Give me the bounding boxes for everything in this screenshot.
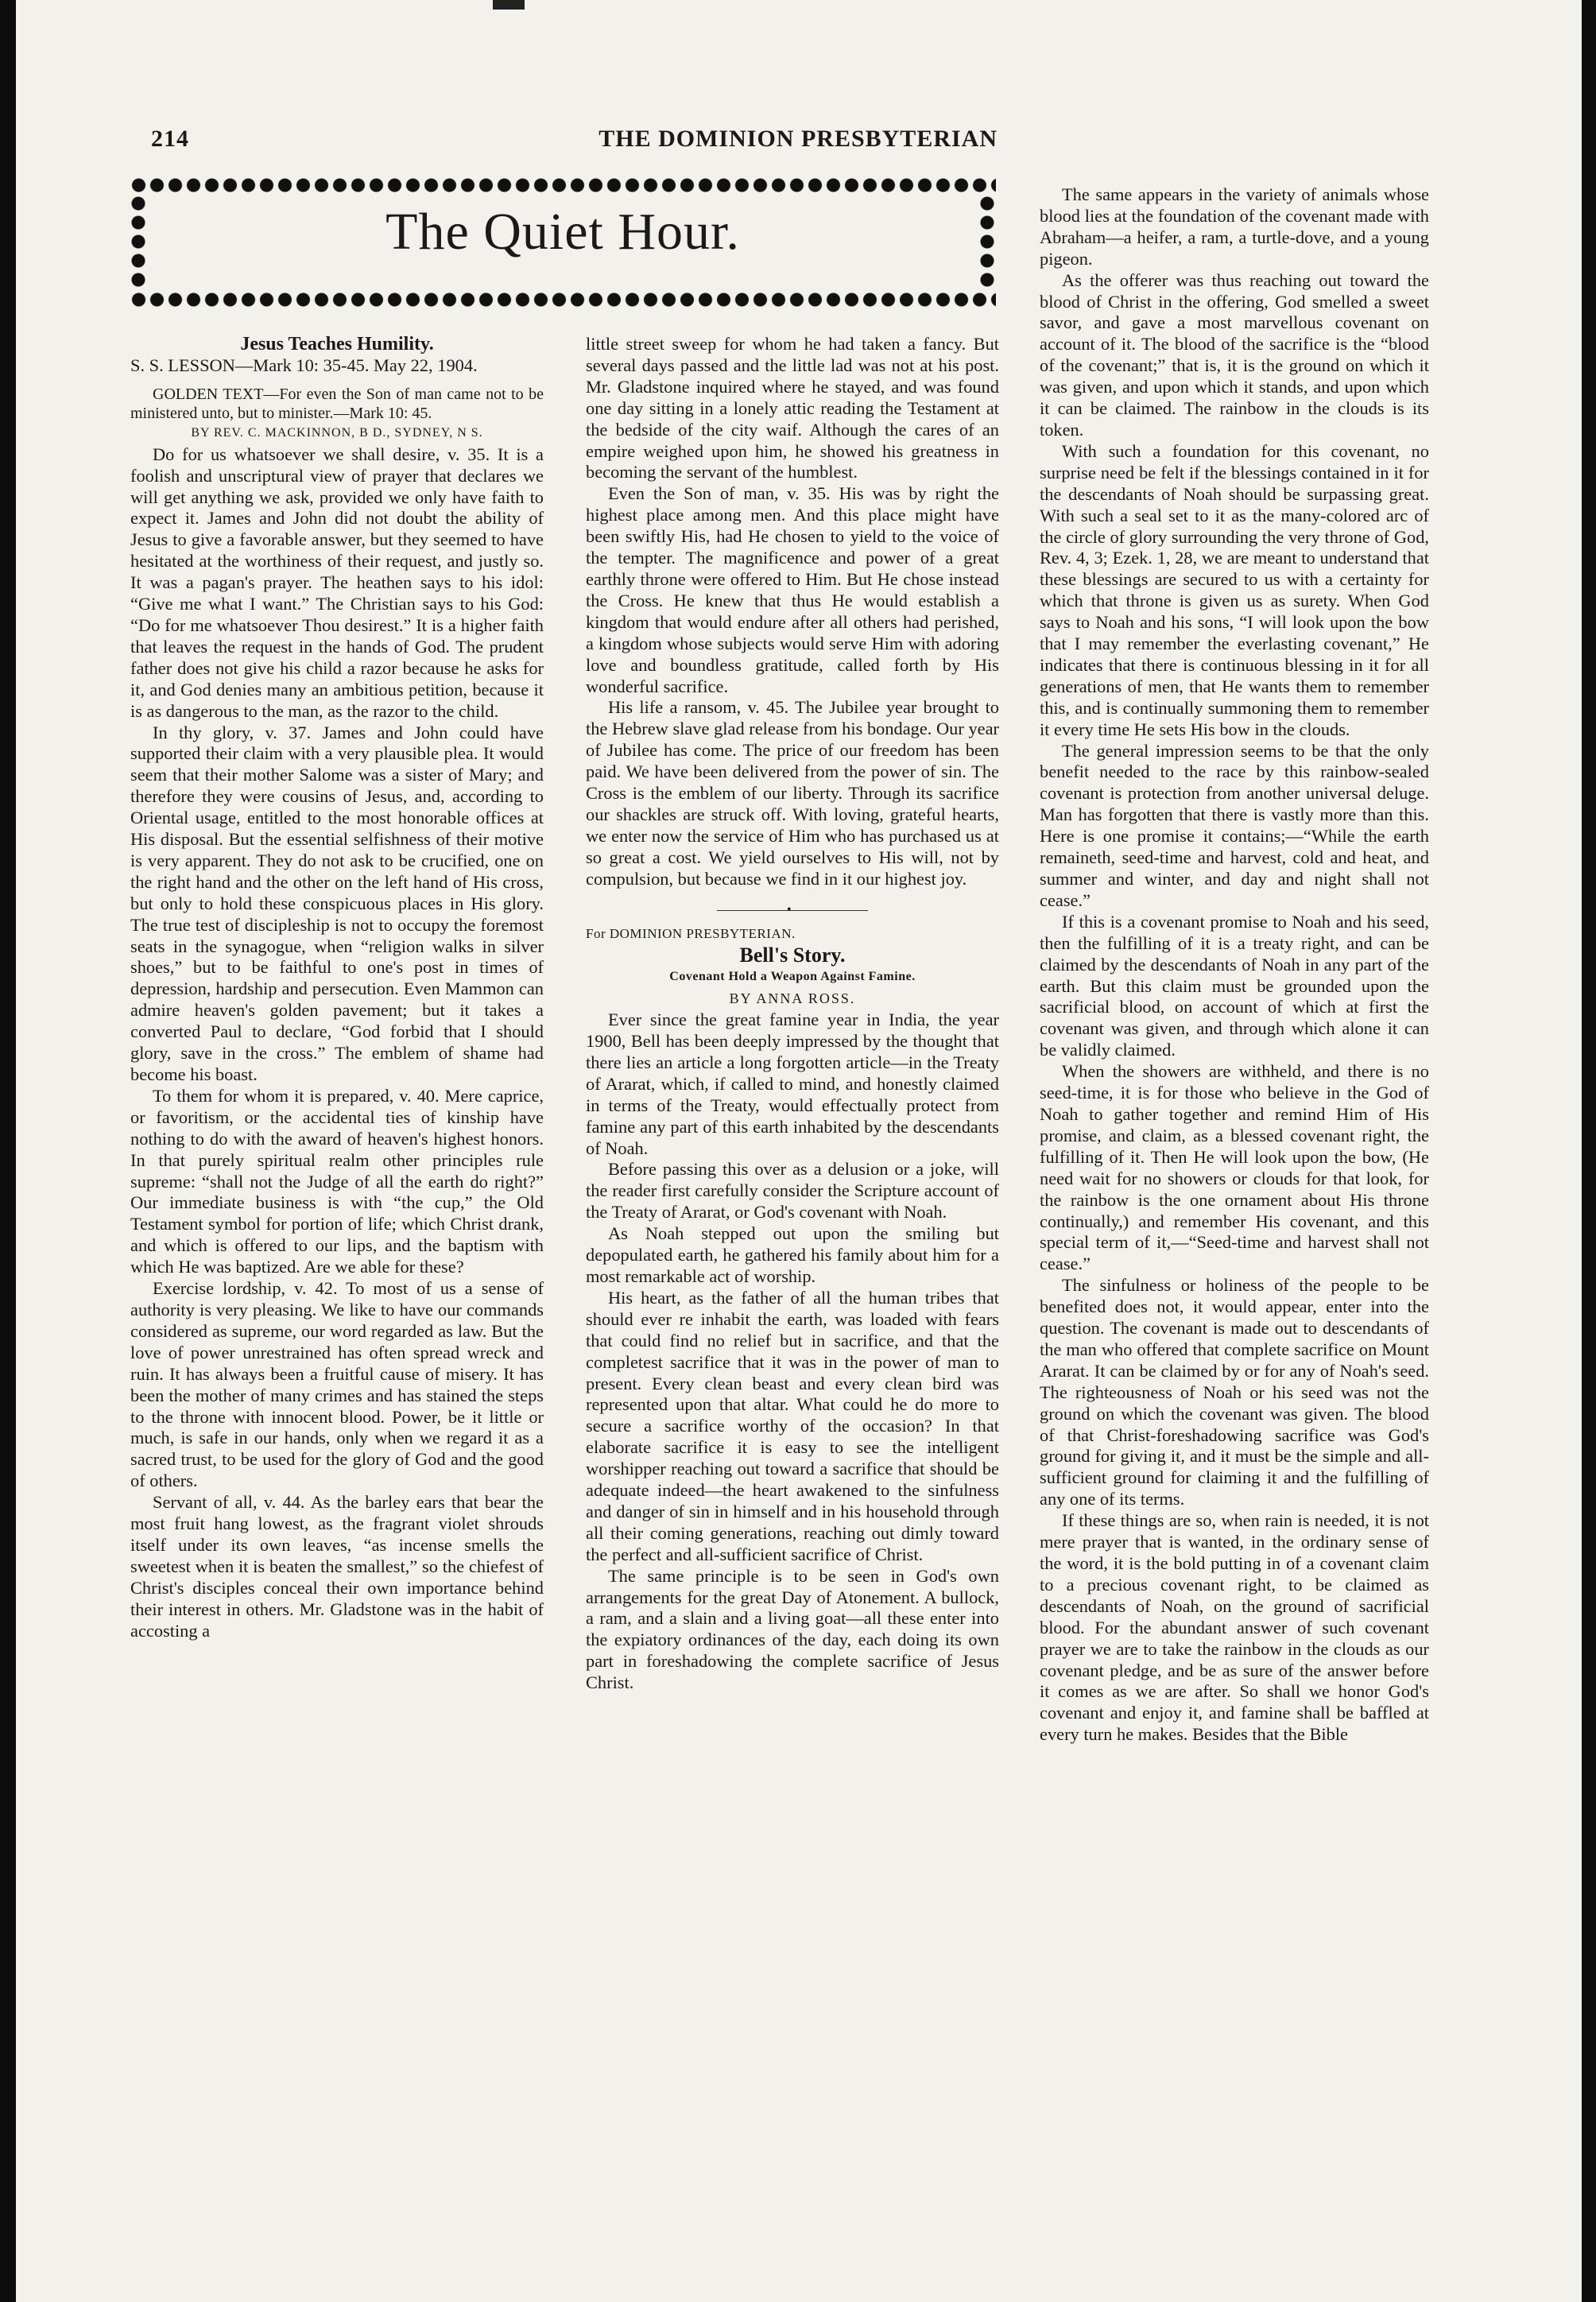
section-title: The Quiet Hour. xyxy=(385,203,740,261)
journal-title: THE DOMINION PRESBYTERIAN xyxy=(598,126,998,152)
paragraph: Exercise lordship, v. 42. To most of us a sense of authority is very pleasing. We like to have our commands considered as supreme, our word regarded as law. But the love of power unrestrained has often spread wreck and ruin. It has always been a fruitful cause of misery. It has been the mother of many crimes and has stained the steps to the throne with innocent blood. Power, be it little or much, is safe in our hands, only when we regard it as a sacred trust, to be used for the glory of God and the good of others. xyxy=(130,1278,544,1491)
article-divider xyxy=(586,895,999,917)
paragraph: In thy glory, v. 37. James and John could have supported their claim with a very plausible plea. It would seem that their mother Salome was a sister of Mary; and therefore they were cousins of Jesus, and, according to Oriental usage, entitled to the most honorable offices at His disposal. But the essential selfishness of their motive is very apparent. They do not ask to be crucified, one on the right hand and the other on the left hand of His cross, but only to hold these conspicuous places in His glory. The true test of discipleship is not to occupy the foremost seats in the synagogue, when “religion walks in silver shoes,” but to be faithful to one's post in times of depression, hardship and persecution. Even Mammon can admire heaven's golden pavement; but it takes a converted Paul to declare, “God forbid that I should glory, save in the cross.” The emblem of shame had become his boast. xyxy=(130,722,544,1084)
running-head xyxy=(151,126,998,162)
dotted-border-bottom xyxy=(130,291,996,308)
scan-border-right xyxy=(1582,0,1596,2302)
paragraph: If this is a covenant promise to Noah and his seed, then the fulfilling of it is a treaty right, and can be claimed by the descendants of Noah in any part of the earth. But this claim must be grounded upon the sacrificial blood, on account of which at first the covenant was given, and through which alone it can be validly claimed. xyxy=(1040,911,1429,1060)
paragraph: Ever since the great famine year in India, the year 1900, Bell has been deeply impressed by the thought that there lies an article a long forgotten article—in the Treaty of Ararat, which, if called to mind, and honestly claimed in terms of the Treaty, would effectually protect from famine any part of this earth inhabited by the descendants of Noah. xyxy=(586,1010,999,1158)
paragraph: As the offerer was thus reaching out toward the blood of Christ in the offering, God smelled a sweet savor, and gave a most marvellous covenant on account of it. The blood of the sacrifice is the “blood of the covenant;” that is, it is the ground on which it was given, and upon which it stands, and upon which it can be claimed. The rainbow in the clouds is its token. xyxy=(1040,269,1429,440)
paragraph: Even the Son of man, v. 35. His was by right the highest place among men. And this place might have been swiftly His, had He chosen to yield to the voice of the tempter. The magnificence and power of a great earthly throne were offered to Him. But He chose instead the Cross. He knew that thus He would establish a kingdom that would endure after all others had perished, a kingdom whose subjects would serve Him with adoring love and boundless gratitude, called forth by His wonderful sacrifice. xyxy=(586,483,999,696)
column-2 xyxy=(586,334,999,1694)
paragraph: His heart, as the father of all the human tribes that should ever re inhabit the earth, was loaded with fears that could find no relief but in sacrifice, and that the completest sacrifice that it was in the power of man to present. Every clean beast and every clean bird was represented upon that altar. What could he do more to secure a sacrifice worthy of the occasion? In that elaborate sacrifice it is easy to see the intelligent worshipper reaching out toward a sacrifice that should be adequate indeed—the heart awakened to the sinfulness and danger of sin in himself and in his household through all their coming generations, reaching out dimly toward the perfect and all-sufficient sacrifice of Christ. xyxy=(586,1287,999,1564)
paragraph: The same principle is to be seen in God's own arrangements for the great Day of Atonement. A bullock, a ram, and a slain and a living goat—all these enter into the expiatory ordinances of the day, each doing its own part in foreshadowing the complete sacrifice of Jesus Christ. xyxy=(586,1565,999,1693)
scan-border-left xyxy=(0,0,16,2302)
dotted-border-top xyxy=(130,176,996,194)
lesson-reference: S. S. LESSON—Mark 10: 35-45. May 22, 1904. xyxy=(130,355,478,375)
paragraph: His life a ransom, v. 45. The Jubilee year brought to the Hebrew slave glad release from his bondage. Our year of Jubilee has come. The price of our freedom has been paid. We have been delivered from the power of sin. The Cross is the emblem of our liberty. Through its sacrifice our shackles are struck off. With loving, grateful hearts, we enter now the service of Him who has purchased us at so great a cost. We yield ourselves to His will, not by compulsion, but because we find in it our highest joy. xyxy=(586,697,999,889)
paragraph: As Noah stepped out upon the smiling but depopulated earth, he gathered his family about him for a most remarkable act of worship. xyxy=(586,1223,999,1286)
column-1 xyxy=(130,334,544,1641)
story-byline: BY ANNA ROSS. xyxy=(729,990,856,1007)
paragraph: Before passing this over as a delusion or a joke, will the reader first carefully consider the Scripture account of the Treaty of Ararat, or God's covenant with Noah. xyxy=(586,1159,999,1223)
section-masthead xyxy=(130,176,996,308)
story-credit: For DOMINION PRESBYTERIAN. xyxy=(586,926,796,942)
story-title: Bell's Story. xyxy=(739,944,846,967)
scan-mark xyxy=(493,0,525,10)
article-byline: BY REV. C. MACKINNON, B D., SYDNEY, N S. xyxy=(191,425,483,440)
paragraph: If these things are so, when rain is needed, it is not mere prayer that is wanted, in the ordinary sense of the word, it is the bold putting in of a covenant claim to a precious covenant right, to be claimed as descendants of Noah, on the ground of sacrificial blood. For the abundant answer of such covenant prayer we are to take the rainbow in the clouds as our covenant pledge, and be as sure of the answer before it comes as we are after. So shall we honor God's covenant and enjoy it, and famine shall be baffled at every turn he makes. Besides that the Bible xyxy=(1040,1510,1429,1745)
column-3 xyxy=(1040,184,1429,1746)
page-number: 214 xyxy=(151,126,189,152)
paragraph: To them for whom it is prepared, v. 40. Mere caprice, or favoritism, or the accidental ties of kinship have nothing to do with the award of heaven's highest honors. In that purely spiritual realm other principles rule supreme: “shall not the Judge of all the earth do right?” Our immediate business is with “the cup,” the Old Testament symbol for portion of life; which Christ drank, and which is offered to our lips, and the baptism with which He was baptized. Are we able for these? xyxy=(130,1085,544,1277)
paragraph: The same appears in the variety of animals whose blood lies at the foundation of the covenant made with Abraham—a heifer, a ram, a turtle-dove, and a young pigeon. xyxy=(1040,184,1429,269)
story-subtitle: Covenant Hold a Weapon Against Famine. xyxy=(669,970,916,984)
article-title: Jesus Teaches Humility. xyxy=(240,334,434,355)
paragraph: The sinfulness or holiness of the people to be benefited does not, it would appear, enter into the question. The covenant is made out to descendants of the man who offered that complete sacrifice on Mount Ararat. It can be claimed by or for any of Noah's seed. The righteousness of Noah or his seed was not the ground on which the covenant was given. The blood of that Christ-foreshadowing sacrifice was God's ground for giving it, and it must be the simple and all-sufficient ground for claiming it and the fulfilling of any one of its terms. xyxy=(1040,1275,1429,1509)
golden-text: GOLDEN TEXT—For even the Son of man came not to be ministered unto, but to minister.—Mark 10: 45. xyxy=(130,385,544,422)
paragraph: Servant of all, v. 44. As the barley ears that bear the most fruit hang lowest, as the fragrant violet shrouds itself under its own leaves, “as incense smells the sweetest when it is beaten the smallest,” so the chiefest of Christ's disciples conceal their own importance behind their interest in others. Mr. Gladstone was in the habit of accosting a xyxy=(130,1492,544,1641)
paragraph: When the showers are withheld, and there is no seed-time, it is for those who believe in the God of Noah to gather together and remind Him of His promise, and claim, as a blessed covenant right, the fulfilling of it. Then He will look upon the bow, (He need wait for no showers or clouds for that look, for the rainbow is the one ornament about His throne continually,) and remember His covenant, and this special term of it,—“Seed-time and harvest shall not cease.” xyxy=(1040,1061,1429,1274)
paragraph: little street sweep for whom he had taken a fancy. But several days passed and the little lad was not at his post. Mr. Gladstone inquired where he stayed, and was found one day sitting in a lonely attic reading the Testament at the bedside of the city waif. Although the cares of an empire weighed upon him, he showed his greatness in becoming the servant of the humblest. xyxy=(586,334,999,482)
paragraph: The general impression seems to be that the only benefit needed to the race by this rainbow-sealed covenant is protection from another universal deluge. Man has forgotten that there is vastly more than this. Here is one promise it contains;—“While the earth remaineth, seed-time and harvest, cold and heat, and summer and winter, and day and night shall not cease.” xyxy=(1040,740,1429,910)
paragraph: Do for us whatsoever we shall desire, v. 35. It is a foolish and unscriptural view of prayer that declares we will get anything we ask, provided we only have faith to expect it. James and John did not doubt the ability of Jesus to give a favorable answer, but they seemed to have hesitated at the worthiness of their request, and justly so. It was a pagan's prayer. The heathen says to his idol: “Give me what I want.” The Christian says to his God: “Do for me whatsoever Thou desirest.” It is a higher faith that leaves the request in the hands of God. The prudent father does not give his child a razor because he asks for it, and God denies many an ambitious petition, because it is as dangerous to the man, as the razor to the child. xyxy=(130,444,544,721)
paragraph: With such a foundation for this covenant, no surprise need be felt if the blessings contained in it for the descendants of Noah should be surpassing great. With such a seal set to it as the many-colored arc of the circle of glory surrounding the very throne of God, Rev. 4, 3; Ezek. 1, 28, we are meant to understand that these blessings are secured to us with a certainty for which that throne is given us as surety. When God says to Noah and his sons, “I will look upon the bow that I may remember the everlasting covenant,” He indicates that there is continuous blessing in it for all generations of men, that He wants them to remember this, and is continually summoning them to remember it every time He sets His bow in the clouds. xyxy=(1040,440,1429,739)
